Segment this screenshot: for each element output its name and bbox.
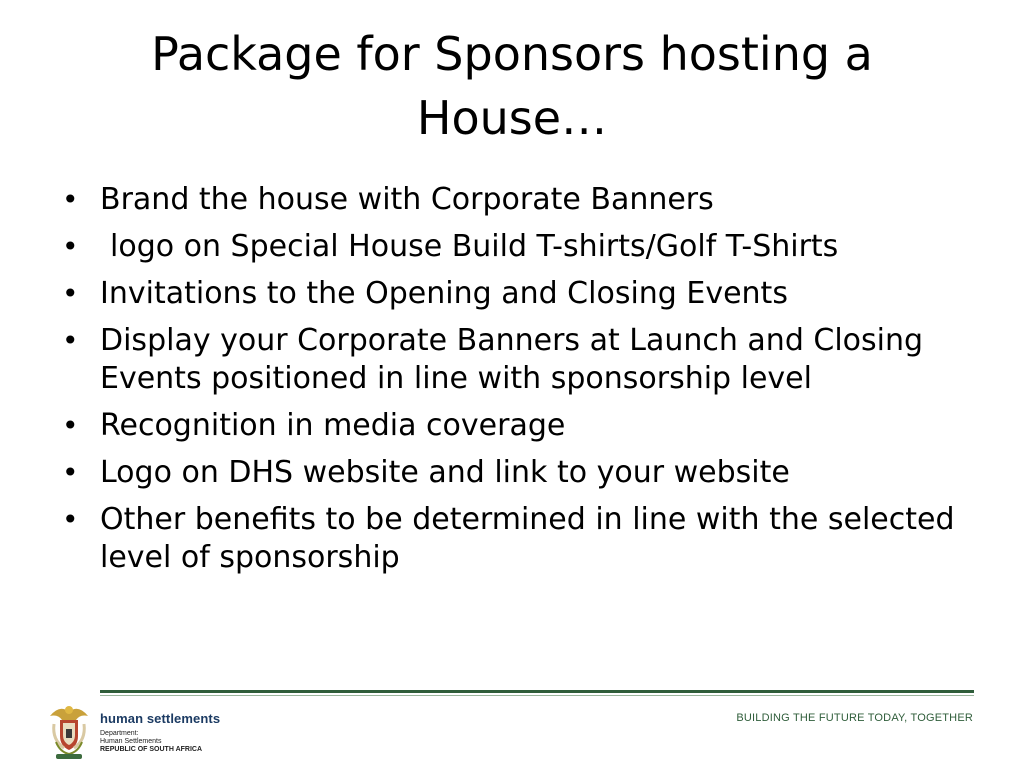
- bullet-dot: •: [62, 324, 79, 357]
- slide-title-line2: House…: [416, 91, 608, 145]
- bullet-text: logo on Special House Build T-shirts/Golf T-Shirts: [110, 229, 839, 264]
- bullet-item: [62, 181, 980, 219]
- bullet-item: [62, 407, 980, 445]
- bullet-item: [62, 454, 980, 492]
- department-logo-block: [100, 712, 220, 754]
- footer-divider: [100, 690, 974, 693]
- bullet-list: [62, 181, 980, 586]
- bullet-text: Brand the house with Corporate Banners: [100, 182, 714, 217]
- bullet-item: [62, 228, 980, 266]
- bullet-dot: •: [62, 456, 79, 489]
- bullet-text: Recognition in media coverage: [100, 408, 566, 443]
- country-name: REPUBLIC OF SOUTH AFRICA: [100, 746, 203, 753]
- bullet-text: Display your Corporate Banners at Launch and Closing Events positioned in line with sponsorship level: [100, 323, 924, 396]
- footer-divider-thin: [100, 695, 974, 696]
- bullet-dot: •: [62, 277, 79, 310]
- coat-of-arms-icon: [46, 702, 92, 762]
- bullet-dot: •: [62, 183, 79, 216]
- bullet-dot: •: [62, 230, 79, 263]
- bullet-item: [62, 275, 980, 313]
- bullet-text: Logo on DHS website and link to your website: [100, 455, 790, 490]
- slide-title: [60, 22, 964, 150]
- department-label: Department:: [100, 730, 139, 737]
- bullet-dot: •: [62, 409, 79, 442]
- slide-title-line1: Package for Sponsors hosting a: [151, 27, 873, 81]
- bullet-item: [62, 501, 980, 577]
- footer-tagline: BUILDING THE FUTURE TODAY, TOGETHER: [736, 712, 973, 724]
- bullet-text: Other benefits to be determined in line with the selected level of sponsorship: [100, 502, 955, 575]
- department-name: human settlements: [100, 711, 221, 726]
- bullet-text: Invitations to the Opening and Closing Events: [100, 276, 788, 311]
- bullet-dot: •: [62, 503, 79, 536]
- department-sub: Human Settlements: [100, 738, 162, 745]
- bullet-item: [62, 322, 980, 398]
